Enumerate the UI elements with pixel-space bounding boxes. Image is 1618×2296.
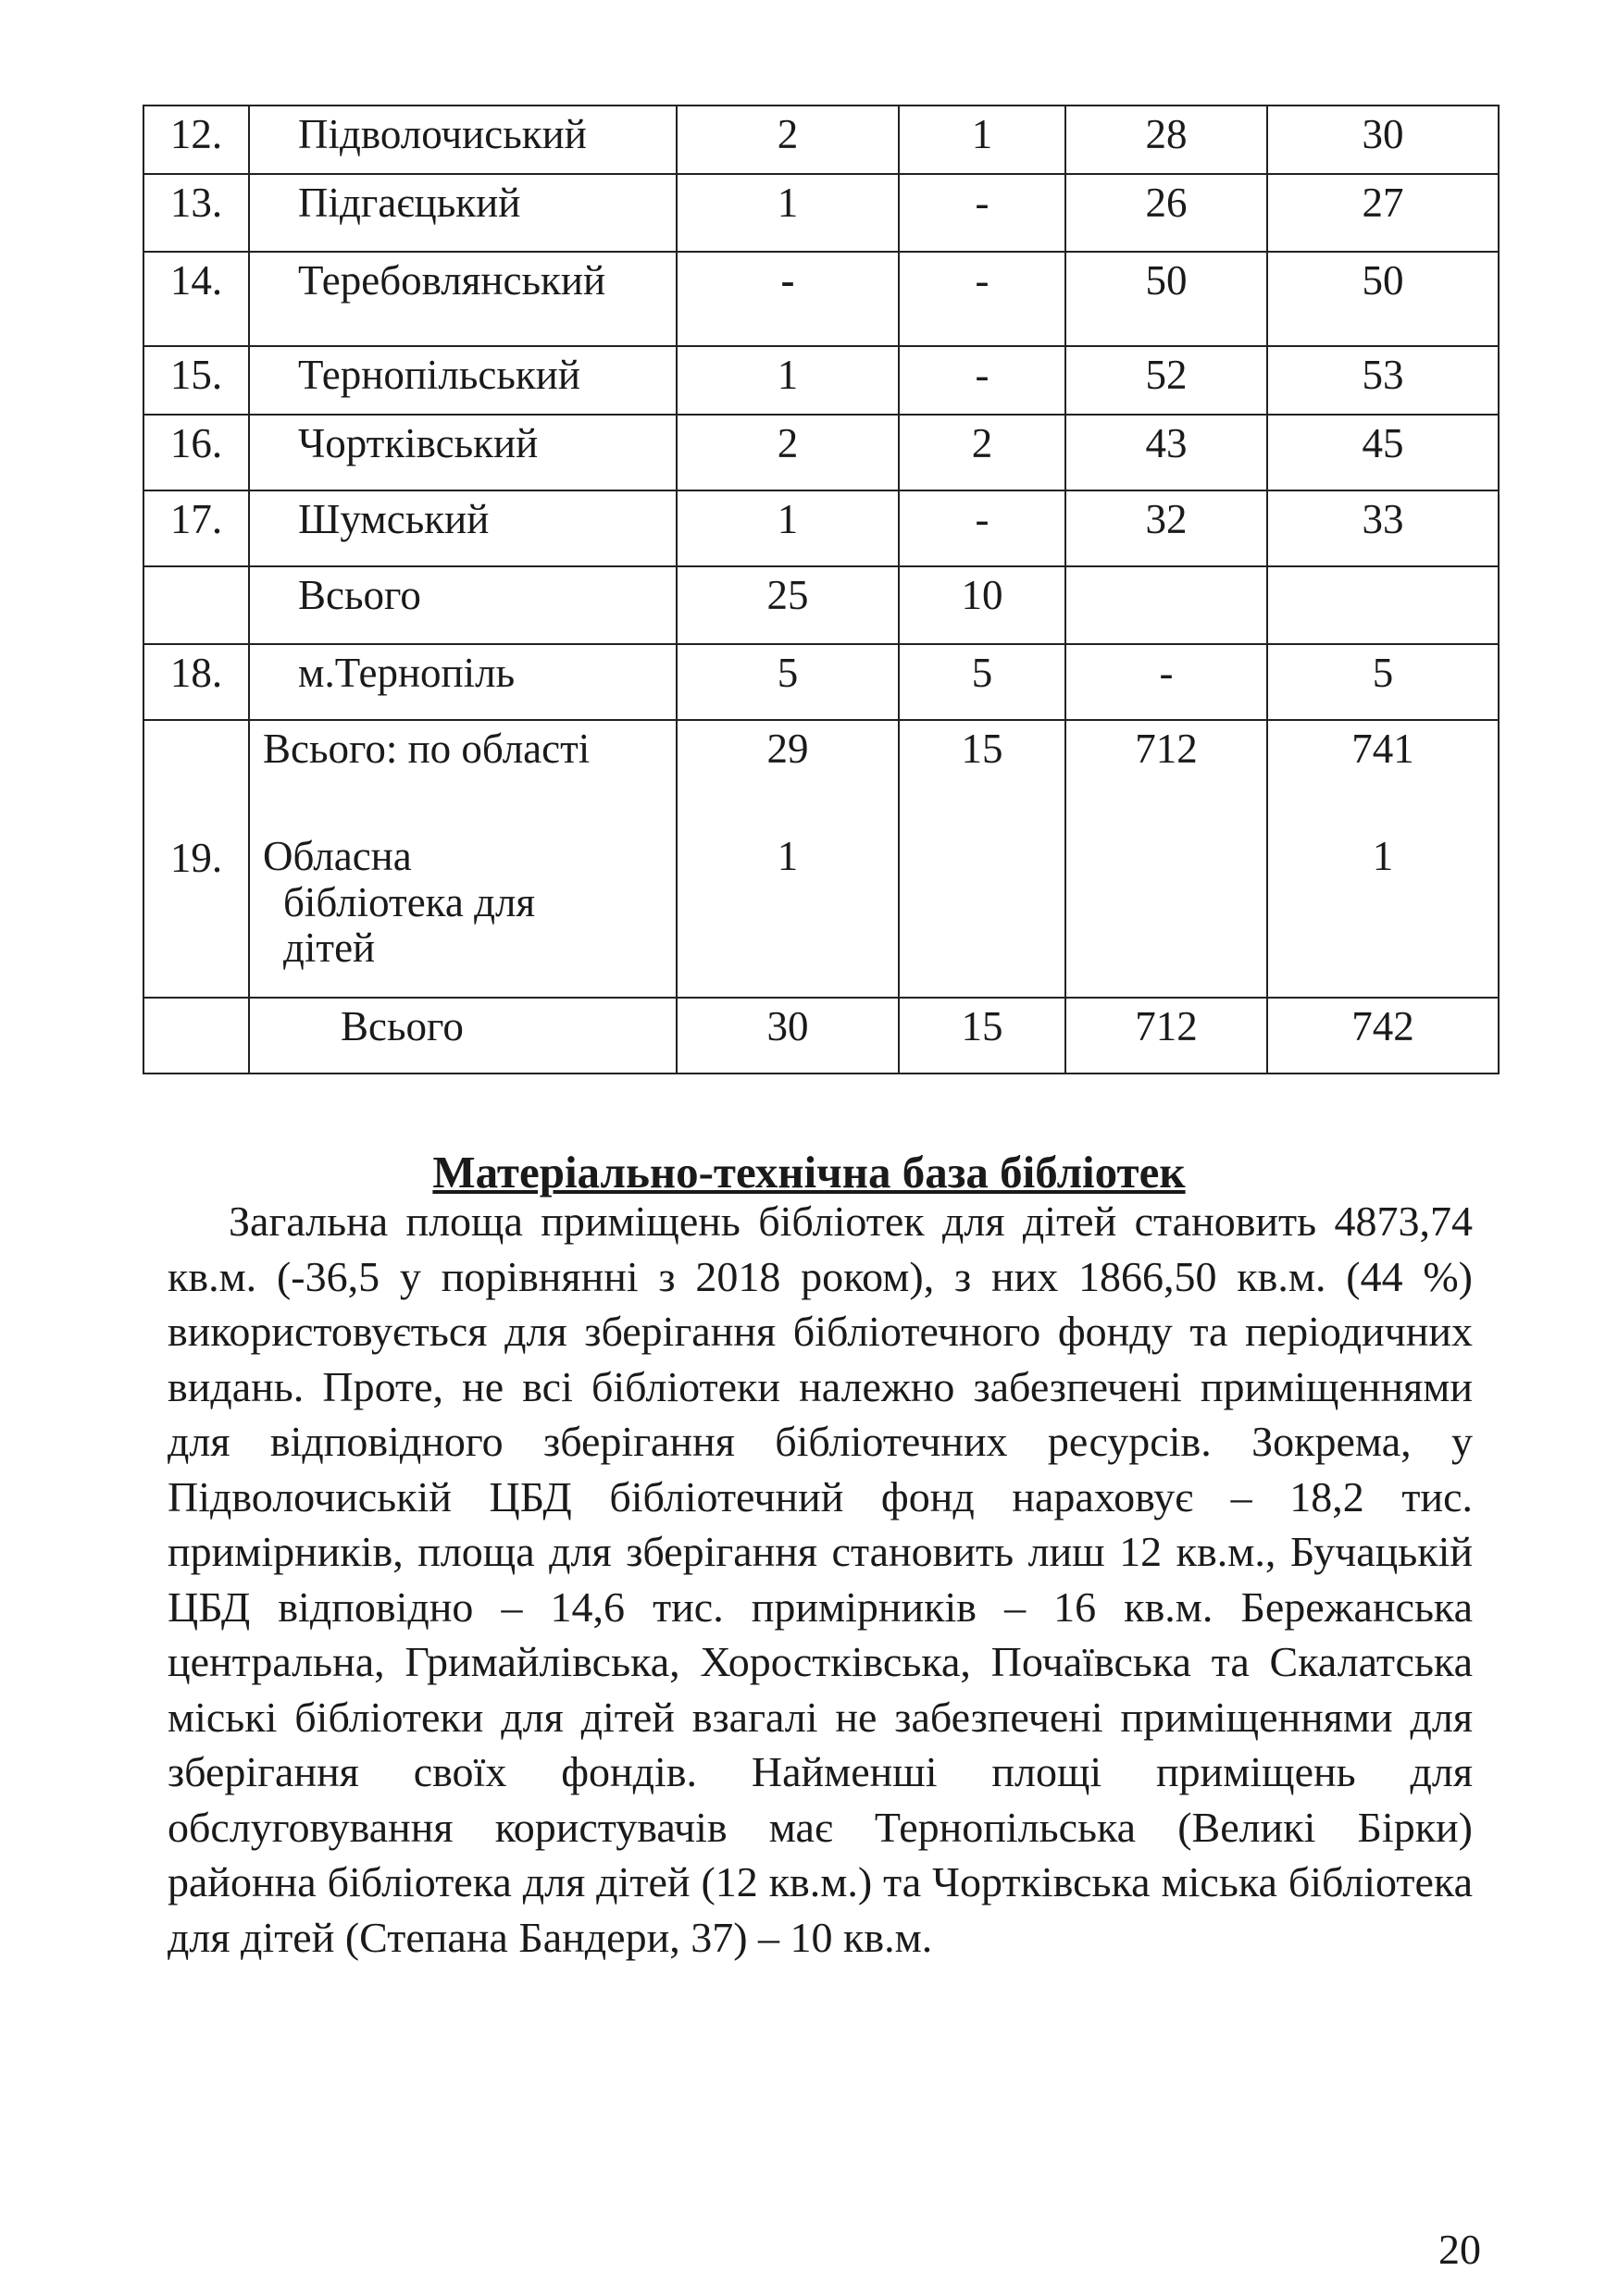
regional-library-label-3: дітей: [283, 925, 376, 971]
cell-value: -: [899, 252, 1065, 346]
cell-value: 26: [1065, 174, 1267, 252]
district-name: Шумський: [249, 490, 677, 566]
cell-value: 1: [1372, 833, 1394, 879]
cell-value: 5: [1267, 644, 1499, 720]
row-number: 18.: [143, 644, 249, 720]
cell-value: 30: [1267, 105, 1499, 174]
cell-value: 742: [1267, 998, 1499, 1074]
cell-value: [1267, 566, 1499, 644]
cell-value: 32: [1065, 490, 1267, 566]
table-row: [143, 644, 1499, 720]
district-name: м.Тернопіль: [249, 644, 677, 720]
cell-value: 1: [677, 490, 899, 566]
row-number: 13.: [143, 174, 249, 252]
region-total-label: Всього: по області: [263, 726, 591, 772]
body-text: [168, 1194, 1473, 1965]
cell-value: 741: [1351, 726, 1414, 772]
subtotal-label: Всього: [249, 566, 677, 644]
cell-value: 33: [1267, 490, 1499, 566]
cell-value: 2: [677, 105, 899, 174]
cell-value: 45: [1267, 415, 1499, 490]
row-number: [143, 998, 249, 1074]
section-title: Матеріально-технічна база бібліотек: [432, 1147, 1186, 1198]
cell-value: 15: [899, 998, 1065, 1074]
cell-value: 50: [1065, 252, 1267, 346]
district-name: Підволочиський: [249, 105, 677, 174]
table-row: [143, 174, 1499, 252]
cell-value: 1: [777, 833, 799, 879]
cell-value: 5: [677, 644, 899, 720]
cell-value: 2: [677, 415, 899, 490]
cell-value: -: [677, 252, 899, 346]
cell-value: 2: [899, 415, 1065, 490]
cell-value: 52: [1065, 346, 1267, 415]
row-number: 15.: [143, 346, 249, 415]
regional-library-label-1: Обласна: [263, 833, 412, 879]
cell-value: 29: [766, 726, 809, 772]
cell-value: 15: [961, 726, 1003, 772]
cell-value: 1: [677, 174, 899, 252]
cell-value: 712: [1065, 998, 1267, 1074]
cell-pair: [1065, 720, 1267, 998]
table-row: [143, 346, 1499, 415]
cell-value: 712: [1135, 726, 1198, 772]
cell-value: 28: [1065, 105, 1267, 174]
cell-value: 5: [899, 644, 1065, 720]
table-row-region: [143, 720, 1499, 998]
cell-pair: [899, 720, 1065, 998]
cell-value: -: [899, 174, 1065, 252]
cell-value: 25: [677, 566, 899, 644]
table-row-total: [143, 998, 1499, 1074]
district-name: Підгаєцький: [249, 174, 677, 252]
cell-value: 1: [899, 105, 1065, 174]
cell-pair: [1267, 720, 1499, 998]
regional-library-label-2: бібліотека для: [283, 878, 536, 925]
table-row: [143, 415, 1499, 490]
table-row: [143, 252, 1499, 346]
row-number: [143, 566, 249, 644]
cell-value: -: [899, 490, 1065, 566]
cell-value: [1065, 566, 1267, 644]
district-name: Тернопільський: [249, 346, 677, 415]
district-name: Чортківський: [249, 415, 677, 490]
cell-value: -: [1065, 644, 1267, 720]
cell-value: 53: [1267, 346, 1499, 415]
page-number: 20: [1438, 2226, 1481, 2273]
row-number: 12.: [143, 105, 249, 174]
cell-value: 43: [1065, 415, 1267, 490]
cell-value: 50: [1267, 252, 1499, 346]
libraries-table: [143, 105, 1500, 1074]
table-row: [143, 490, 1499, 566]
district-name: Теребовлянський: [249, 252, 677, 346]
row-number: 14.: [143, 252, 249, 346]
cell-value: 10: [899, 566, 1065, 644]
cell-pair: [677, 720, 899, 998]
cell-value: 27: [1267, 174, 1499, 252]
cell-value: 30: [677, 998, 899, 1074]
table-row-subtotal: [143, 566, 1499, 644]
region-names: [249, 720, 677, 998]
paragraph: Загальна площа приміщень бібліотек для дітей становить 4873,74 кв.м. (-36,5 у порівнянні з 2018 роком), з них 1866,50 кв.м. (44 %) використовується для зберігання бібліотечного фонду та періодичних видань. Проте, не всі бібліотеки належно забезпечені приміщеннями для відповідного зберігання бібліотечних ресурсів. Зокрема, у Підволочиській ЦБД бібліотечний фонд нараховує – 18,2 тис. примірників, площа для зберігання становить лиш 12 кв.м., Бучацькій ЦБД відповідно – 14,6 тис. примірників – 16 кв.м. Бережанська центральна, Гримайлівська, Хоростківська, Почаївська та Скалатська міські бібліотеки для дітей взагалі не забезпечені приміщеннями для зберігання своїх фондів. Найменші площі приміщень для обслуговування користувачів має Тернопільська (Великі Бірки) районна бібліотека для дітей (12 кв.м.) та Чортківська міська бібліотека для дітей (Степана Бандери, 37) – 10 кв.м.: [168, 1198, 1473, 1961]
row-number: 16.: [143, 415, 249, 490]
row-number: 17.: [143, 490, 249, 566]
cell-value: 1: [677, 346, 899, 415]
total-label: Всього: [249, 998, 677, 1074]
row-number: 19.: [143, 720, 249, 998]
cell-value: -: [899, 346, 1065, 415]
table-row: [143, 105, 1499, 174]
